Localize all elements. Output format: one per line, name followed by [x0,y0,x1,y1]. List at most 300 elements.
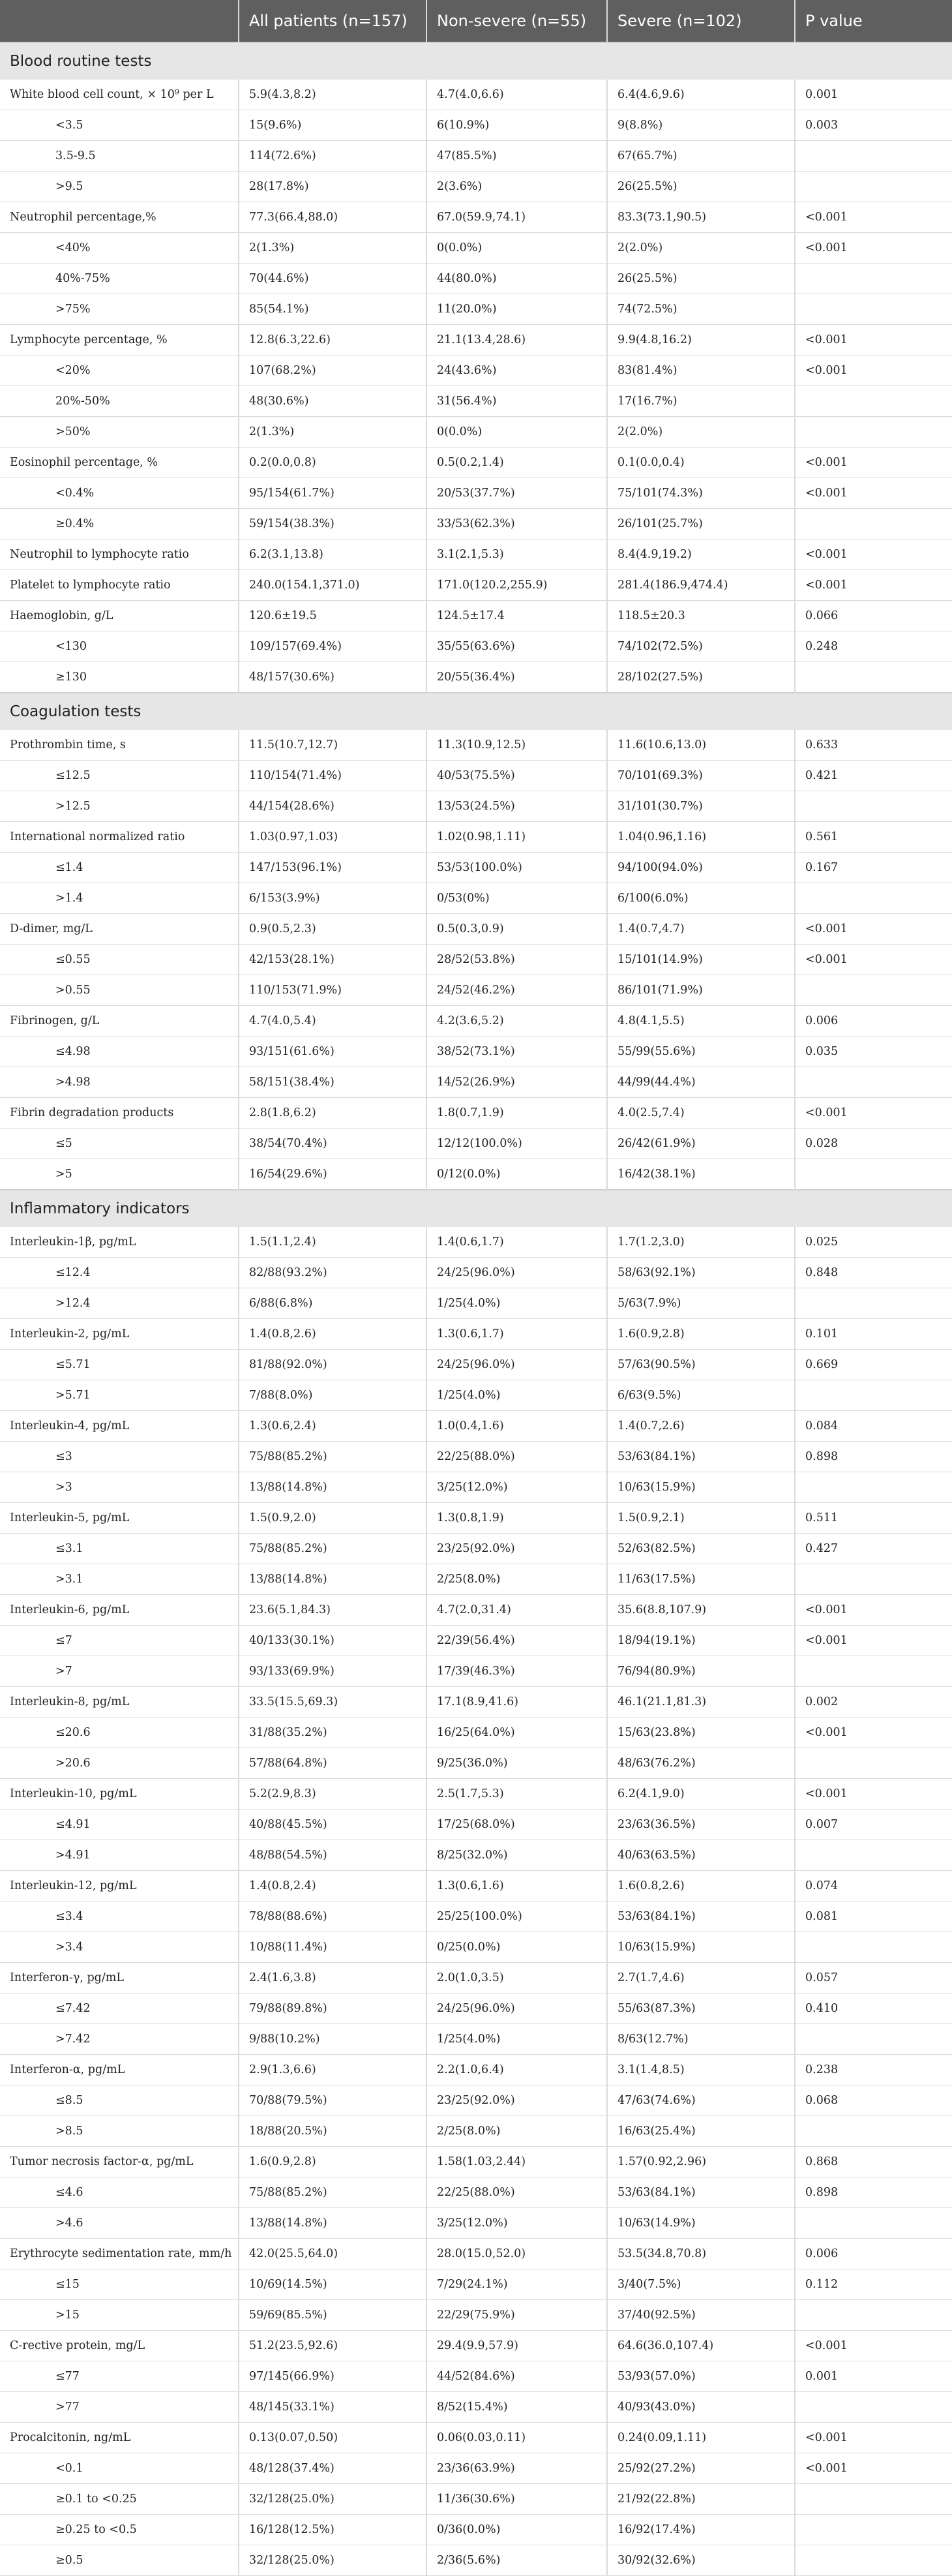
cell-non-severe: 24/25(96.0%) [426,1258,607,1288]
cell-severe: 3/40(7.5%) [607,2269,795,2300]
row-label: >7 [0,1656,239,1687]
cell-p-value [795,883,952,914]
table-row [0,1932,952,1963]
row-label: <20% [0,356,239,386]
table-row [0,1319,952,1350]
cell-all-patients: 75/88(85.2%) [239,1534,426,1564]
cell-all-patients: 42/153(28.1%) [239,945,426,975]
cell-non-severe: 53/53(100.0%) [426,853,607,883]
row-label: >20.6 [0,1748,239,1779]
cell-all-patients: 85(54.1%) [239,294,426,325]
cell-non-severe: 7/29(24.1%) [426,2269,607,2300]
cell-non-severe: 2/36(5.6%) [426,2545,607,2576]
cell-severe: 30/92(32.6%) [607,2545,795,2576]
table-row [0,2177,952,2208]
row-label: >77 [0,2392,239,2423]
table-row [0,1258,952,1288]
cell-all-patients: 6.2(3.1,13.8) [239,539,426,570]
cell-p-value [795,294,952,325]
cell-p-value: 0.001 [795,2361,952,2392]
cell-all-patients: 1.03(0.97,1.03) [239,822,426,853]
cell-severe: 1.4(0.7,2.6) [607,1411,795,1442]
table-row [0,1687,952,1718]
row-label: Prothrombin time, s [0,730,239,761]
table-row [0,172,952,202]
cell-severe: 31/101(30.7%) [607,791,795,822]
table-row [0,294,952,325]
cell-p-value: <0.001 [795,1779,952,1810]
cell-non-severe: 47(85.5%) [426,141,607,172]
cell-non-severe: 0.5(0.3,0.9) [426,914,607,945]
cell-all-patients: 1.6(0.9,2.8) [239,2147,426,2177]
cell-non-severe: 25/25(100.0%) [426,1902,607,1932]
table-row [0,631,952,662]
table-row [0,1380,952,1411]
row-label: <3.5 [0,110,239,141]
cell-severe: 15/101(14.9%) [607,945,795,975]
row-label: Platelet to lymphocyte ratio [0,570,239,601]
cell-all-patients: 13/88(14.8%) [239,2208,426,2239]
cell-all-patients: 48/145(33.1%) [239,2392,426,2423]
row-label: Fibrin degradation products [0,1098,239,1129]
cell-p-value: 0.001 [795,80,952,110]
cell-all-patients: 10/88(11.4%) [239,1932,426,1963]
row-label: ≤77 [0,2361,239,2392]
row-label: ≤5 [0,1129,239,1159]
row-label: <0.1 [0,2453,239,2484]
section-row [0,42,952,80]
cell-severe: 44/99(44.4%) [607,1067,795,1098]
row-label: ≤5.71 [0,1350,239,1380]
cell-p-value [795,1748,952,1779]
cell-p-value: 0.511 [795,1503,952,1534]
cell-severe: 52/63(82.5%) [607,1534,795,1564]
cell-non-severe: 29.4(9.9,57.9) [426,2331,607,2361]
cell-severe: 55/99(55.6%) [607,1037,795,1067]
row-label: ≥0.4% [0,509,239,539]
cell-non-severe: 4.7(4.0,6.6) [426,80,607,110]
row-label: >12.4 [0,1288,239,1319]
cell-p-value [795,2515,952,2545]
cell-non-severe: 23/25(92.0%) [426,1534,607,1564]
cell-severe: 4.0(2.5,7.4) [607,1098,795,1129]
cell-p-value: <0.001 [795,325,952,356]
cell-p-value: 0.868 [795,2147,952,2177]
row-label: White blood cell count, × 10⁹ per L [0,80,239,110]
table-row [0,233,952,264]
table-row [0,662,952,693]
cell-non-severe: 1/25(4.0%) [426,1288,607,1319]
table-row [0,2024,952,2055]
cell-non-severe: 8/25(32.0%) [426,1840,607,1871]
cell-all-patients: 110/153(71.9%) [239,975,426,1006]
cell-p-value: 0.028 [795,1129,952,1159]
cell-non-severe: 67.0(59.9,74.1) [426,202,607,233]
cell-all-patients: 77.3(66.4,88.0) [239,202,426,233]
cell-p-value: 0.035 [795,1037,952,1067]
table-row [0,1963,952,1993]
table-row [0,1503,952,1534]
row-label: ≤3.1 [0,1534,239,1564]
table-row [0,1595,952,1626]
cell-non-severe: 22/25(88.0%) [426,1442,607,1472]
cell-severe: 67(65.7%) [607,141,795,172]
cell-severe: 11/63(17.5%) [607,1564,795,1595]
row-label: ≤7.42 [0,1993,239,2024]
section-title: Inflammatory indicators [0,1190,952,1227]
cell-all-patients: 6/153(3.9%) [239,883,426,914]
cell-all-patients: 40/88(45.5%) [239,1810,426,1840]
cell-p-value: 0.848 [795,1258,952,1288]
cell-non-severe: 22/39(56.4%) [426,1626,607,1656]
cell-severe: 48/63(76.2%) [607,1748,795,1779]
cell-non-severe: 1.02(0.98,1.11) [426,822,607,853]
header-p-value: P value [795,0,952,42]
cell-non-severe: 4.2(3.6,5.2) [426,1006,607,1037]
row-label: Lymphocyte percentage, % [0,325,239,356]
table-row [0,1037,952,1067]
row-label: >4.98 [0,1067,239,1098]
row-label: >15 [0,2300,239,2331]
cell-p-value: <0.001 [795,914,952,945]
cell-p-value: 0.074 [795,1871,952,1902]
cell-severe: 118.5±20.3 [607,601,795,631]
table-row [0,883,952,914]
table-row [0,509,952,539]
cell-p-value [795,1564,952,1595]
cell-p-value [795,2208,952,2239]
row-label: >75% [0,294,239,325]
cell-p-value [795,1159,952,1190]
cell-severe: 70/101(69.3%) [607,761,795,791]
cell-all-patients: 75/88(85.2%) [239,2177,426,2208]
row-label: Fibrinogen, g/L [0,1006,239,1037]
cell-severe: 0.1(0.0,0.4) [607,447,795,478]
cell-all-patients: 9/88(10.2%) [239,2024,426,2055]
cell-p-value: 0.238 [795,2055,952,2085]
cell-non-severe: 28/52(53.8%) [426,945,607,975]
cell-severe: 83(81.4%) [607,356,795,386]
cell-severe: 1.5(0.9,2.1) [607,1503,795,1534]
cell-p-value: <0.001 [795,945,952,975]
row-label: Eosinophil percentage, % [0,447,239,478]
cell-all-patients: 0.13(0.07,0.50) [239,2423,426,2453]
table-row [0,1902,952,1932]
table-row [0,1656,952,1687]
cell-non-severe: 8/52(15.4%) [426,2392,607,2423]
row-label: ≤15 [0,2269,239,2300]
cell-severe: 4.8(4.1,5.5) [607,1006,795,1037]
cell-all-patients: 13/88(14.8%) [239,1472,426,1503]
cell-p-value [795,791,952,822]
cell-p-value [795,509,952,539]
cell-all-patients: 12.8(6.3,22.6) [239,325,426,356]
cell-severe: 53/63(84.1%) [607,2177,795,2208]
row-label: ≤8.5 [0,2085,239,2116]
row-label: Interleukin-10, pg/mL [0,1779,239,1810]
cell-non-severe: 171.0(120.2,255.9) [426,570,607,601]
cell-all-patients: 57/88(64.8%) [239,1748,426,1779]
section-row [0,1190,952,1227]
table-row [0,2331,952,2361]
cell-severe: 10/63(15.9%) [607,1932,795,1963]
cell-p-value [795,2545,952,2576]
cell-severe: 40/93(43.0%) [607,2392,795,2423]
cell-p-value: <0.001 [795,1718,952,1748]
cell-severe: 26(25.5%) [607,172,795,202]
cell-severe: 1.04(0.96,1.16) [607,822,795,853]
cell-p-value: <0.001 [795,202,952,233]
cell-non-severe: 1.3(0.6,1.7) [426,1319,607,1350]
cell-severe: 1.7(1.2,3.0) [607,1227,795,1258]
row-label: ≤20.6 [0,1718,239,1748]
table-row [0,975,952,1006]
cell-severe: 55/63(87.3%) [607,1993,795,2024]
cell-non-severe: 2.2(1.0,6.4) [426,2055,607,2085]
cell-non-severe: 1.0(0.4,1.6) [426,1411,607,1442]
cell-all-patients: 51.2(23.5,92.6) [239,2331,426,2361]
cell-severe: 2(2.0%) [607,233,795,264]
cell-non-severe: 17.1(8.9,41.6) [426,1687,607,1718]
header-all-patients: All patients (n=157) [239,0,426,42]
cell-severe: 74(72.5%) [607,294,795,325]
cell-non-severe: 17/25(68.0%) [426,1810,607,1840]
cell-non-severe: 33/53(62.3%) [426,509,607,539]
cell-all-patients: 33.5(15.5,69.3) [239,1687,426,1718]
cell-p-value [795,2024,952,2055]
table-row [0,2515,952,2545]
row-label: ≤3.4 [0,1902,239,1932]
cell-all-patients: 240.0(154.1,371.0) [239,570,426,601]
table-row [0,570,952,601]
cell-severe: 35.6(8.8,107.9) [607,1595,795,1626]
cell-severe: 8.4(4.9,19.2) [607,539,795,570]
cell-severe: 2.7(1.7,4.6) [607,1963,795,1993]
table-row [0,914,952,945]
row-label: Interleukin-2, pg/mL [0,1319,239,1350]
cell-all-patients: 5.9(4.3,8.2) [239,80,426,110]
cell-all-patients: 2(1.3%) [239,233,426,264]
cell-severe: 2(2.0%) [607,417,795,447]
cell-all-patients: 93/151(61.6%) [239,1037,426,1067]
cell-all-patients: 75/88(85.2%) [239,1442,426,1472]
row-label: 40%-75% [0,264,239,294]
cell-severe: 94/100(94.0%) [607,853,795,883]
header-row [0,0,952,42]
cell-all-patients: 48/88(54.5%) [239,1840,426,1871]
cell-severe: 86/101(71.9%) [607,975,795,1006]
cell-non-severe: 9/25(36.0%) [426,1748,607,1779]
row-label: ≤1.4 [0,853,239,883]
cell-severe: 25/92(27.2%) [607,2453,795,2484]
table-row [0,80,952,110]
cell-p-value: 0.248 [795,631,952,662]
cell-non-severe: 31(56.4%) [426,386,607,417]
cell-severe: 11.6(10.6,13.0) [607,730,795,761]
cell-non-severe: 44/52(84.6%) [426,2361,607,2392]
table-row [0,1159,952,1190]
row-label: ≤4.91 [0,1810,239,1840]
cell-severe: 16/63(25.4%) [607,2116,795,2147]
cell-p-value [795,2392,952,2423]
cell-severe: 53/63(84.1%) [607,1442,795,1472]
cell-non-severe: 2.5(1.7,5.3) [426,1779,607,1810]
cell-severe: 40/63(63.5%) [607,1840,795,1871]
table-row [0,1871,952,1902]
cell-all-patients: 48/157(30.6%) [239,662,426,693]
table-row [0,2208,952,2239]
row-label: Neutrophil percentage,% [0,202,239,233]
table-row [0,1993,952,2024]
row-label: Erythrocyte sedimentation rate, mm/h [0,2239,239,2269]
cell-severe: 53/93(57.0%) [607,2361,795,2392]
cell-non-severe: 0/12(0.0%) [426,1159,607,1190]
row-label: ≤12.4 [0,1258,239,1288]
row-label: Interleukin-6, pg/mL [0,1595,239,1626]
row-label: <130 [0,631,239,662]
cell-non-severe: 3/25(12.0%) [426,1472,607,1503]
cell-all-patients: 79/88(89.8%) [239,1993,426,2024]
cell-all-patients: 18/88(20.5%) [239,2116,426,2147]
cell-p-value [795,1932,952,1963]
section-row [0,693,952,730]
cell-severe: 281.4(186.9,474.4) [607,570,795,601]
cell-p-value [795,1288,952,1319]
cell-all-patients: 114(72.6%) [239,141,426,172]
cell-p-value: 0.002 [795,1687,952,1718]
row-label: C-rective protein, mg/L [0,2331,239,2361]
row-label: Interferon-γ, pg/mL [0,1963,239,1993]
cell-all-patients: 2(1.3%) [239,417,426,447]
cell-non-severe: 3/25(12.0%) [426,2208,607,2239]
table-row [0,2055,952,2085]
cell-p-value: 0.081 [795,1902,952,1932]
cell-non-severe: 0/36(0.0%) [426,2515,607,2545]
row-label: Neutrophil to lymphocyte ratio [0,539,239,570]
cell-all-patients: 58/151(38.4%) [239,1067,426,1098]
row-label: >1.4 [0,883,239,914]
table-row [0,2545,952,2576]
cell-all-patients: 107(68.2%) [239,356,426,386]
cell-non-severe: 28.0(15.0,52.0) [426,2239,607,2269]
cell-p-value [795,141,952,172]
cell-p-value: <0.001 [795,539,952,570]
cell-p-value: <0.001 [795,2423,952,2453]
table-row [0,791,952,822]
cell-all-patients: 147/153(96.1%) [239,853,426,883]
cell-non-severe: 24(43.6%) [426,356,607,386]
cell-severe: 8/63(12.7%) [607,2024,795,2055]
cell-non-severe: 2/25(8.0%) [426,1564,607,1595]
cell-p-value [795,2116,952,2147]
table-row [0,1288,952,1319]
cell-non-severe: 44(80.0%) [426,264,607,294]
cell-severe: 18/94(19.1%) [607,1626,795,1656]
row-label: >8.5 [0,2116,239,2147]
table-row [0,1442,952,1472]
cell-severe: 83.3(73.1,90.5) [607,202,795,233]
cell-non-severe: 12/12(100.0%) [426,1129,607,1159]
row-label: ≥0.1 to <0.25 [0,2484,239,2515]
cell-severe: 57/63(90.5%) [607,1350,795,1380]
cell-p-value [795,264,952,294]
section-title: Blood routine tests [0,42,952,80]
cell-all-patients: 5.2(2.9,8.3) [239,1779,426,1810]
cell-p-value [795,172,952,202]
cell-severe: 53.5(34.8,70.8) [607,2239,795,2269]
cell-p-value: <0.001 [795,570,952,601]
table-row [0,601,952,631]
table-row [0,539,952,570]
cell-p-value [795,2484,952,2515]
cell-p-value: <0.001 [795,447,952,478]
cell-non-severe: 0.06(0.03,0.11) [426,2423,607,2453]
cell-all-patients: 13/88(14.8%) [239,1564,426,1595]
table-row [0,447,952,478]
table-row [0,2361,952,2392]
cell-all-patients: 16/54(29.6%) [239,1159,426,1190]
cell-severe: 10/63(14.9%) [607,2208,795,2239]
cell-severe: 26/101(25.7%) [607,509,795,539]
cell-severe: 53/63(84.1%) [607,1902,795,1932]
cell-non-severe: 0/25(0.0%) [426,1932,607,1963]
cell-all-patients: 2.4(1.6,3.8) [239,1963,426,1993]
cell-severe: 10/63(15.9%) [607,1472,795,1503]
table-row [0,2085,952,2116]
cell-p-value [795,417,952,447]
table-row [0,1748,952,1779]
table-row [0,1227,952,1258]
table-row [0,2116,952,2147]
cell-severe: 28/102(27.5%) [607,662,795,693]
cell-p-value: 0.427 [795,1534,952,1564]
cell-non-severe: 16/25(64.0%) [426,1718,607,1748]
cell-non-severe: 22/25(88.0%) [426,2177,607,2208]
cell-all-patients: 81/88(92.0%) [239,1350,426,1380]
table-row [0,202,952,233]
cell-all-patients: 93/133(69.9%) [239,1656,426,1687]
table-row [0,1534,952,1564]
cell-non-severe: 11/36(30.6%) [426,2484,607,2515]
row-label: >4.6 [0,2208,239,2239]
cell-p-value: 0.003 [795,110,952,141]
row-label: Tumor necrosis factor-α, pg/mL [0,2147,239,2177]
row-label: Interleukin-5, pg/mL [0,1503,239,1534]
cell-all-patients: 2.8(1.8,6.2) [239,1098,426,1129]
row-label: Interleukin-4, pg/mL [0,1411,239,1442]
cell-p-value: 0.167 [795,853,952,883]
table-row [0,2423,952,2453]
cell-all-patients: 32/128(25.0%) [239,2484,426,2515]
row-label: >5 [0,1159,239,1190]
row-label: >0.55 [0,975,239,1006]
cell-all-patients: 109/157(69.4%) [239,631,426,662]
row-label: <40% [0,233,239,264]
cell-severe: 21/92(22.8%) [607,2484,795,2515]
cell-non-severe: 1.3(0.8,1.9) [426,1503,607,1534]
cell-non-severe: 24/25(96.0%) [426,1350,607,1380]
cell-all-patients: 59/69(85.5%) [239,2300,426,2331]
row-label: Interleukin-8, pg/mL [0,1687,239,1718]
cell-severe: 15/63(23.8%) [607,1718,795,1748]
cell-p-value [795,386,952,417]
cell-non-severe: 40/53(75.5%) [426,761,607,791]
row-label: Procalcitonin, ng/mL [0,2423,239,2453]
cell-p-value [795,975,952,1006]
cell-all-patients: 6/88(6.8%) [239,1288,426,1319]
cell-p-value: <0.001 [795,233,952,264]
cell-p-value: 0.112 [795,2269,952,2300]
